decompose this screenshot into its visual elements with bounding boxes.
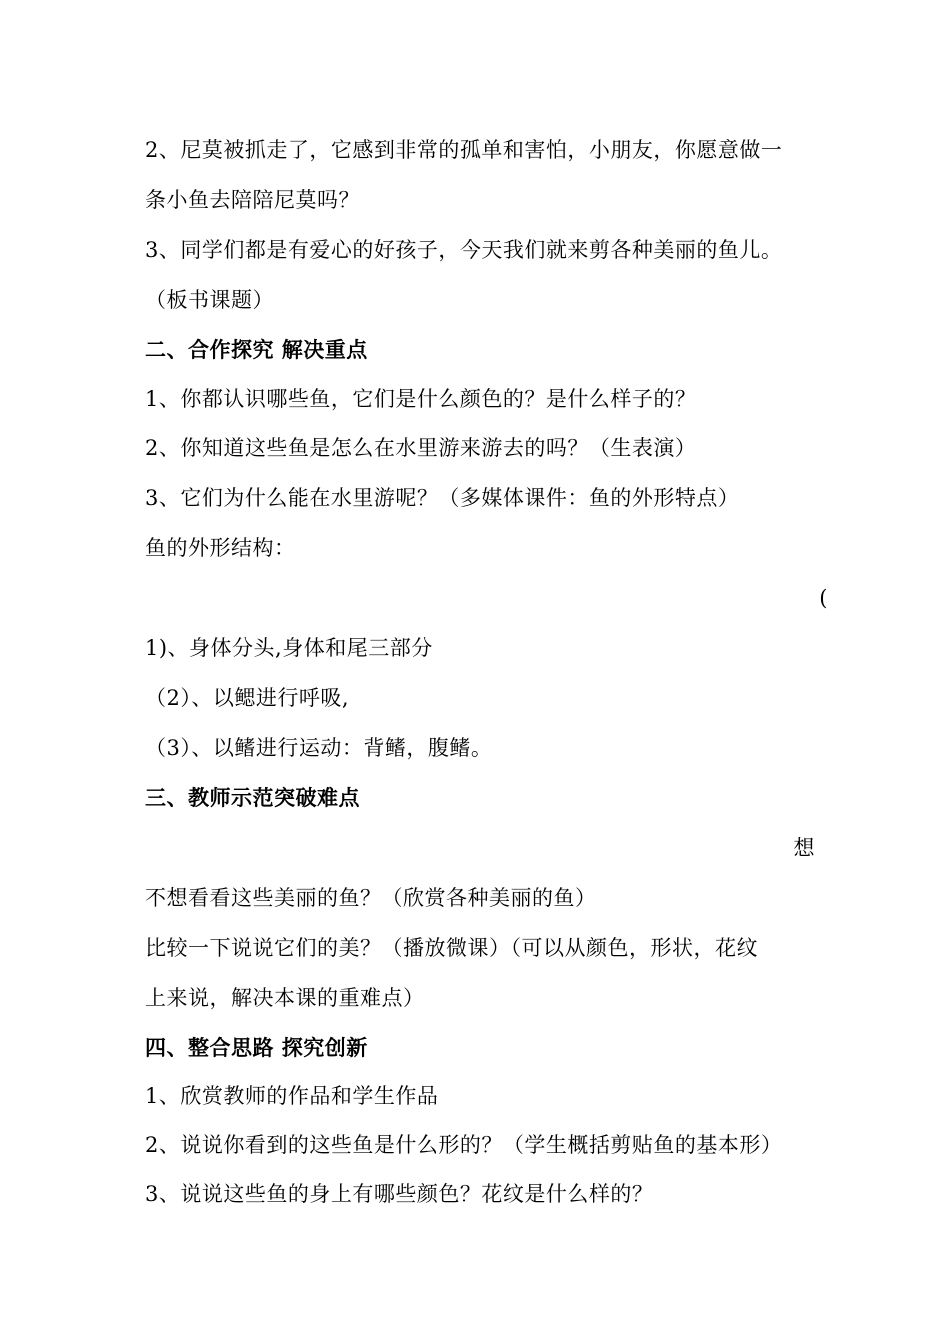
- paragraph-line: 不想看看这些美丽的鱼？（欣赏各种美丽的鱼）: [145, 886, 597, 910]
- section-heading: 三、教师示范突破难点: [145, 786, 360, 810]
- section-heading: 二、合作探究 解决重点: [145, 338, 368, 362]
- paragraph-line: （板书课题）: [145, 288, 274, 312]
- paragraph-line: 3、它们为什么能在水里游呢？（多媒体课件：鱼的外形特点）: [145, 486, 740, 510]
- paragraph-line: 条小鱼去陪陪尼莫吗？: [145, 188, 360, 212]
- paragraph-line: 3、同学们都是有爱心的好孩子，今天我们就来剪各种美丽的鱼儿。: [145, 238, 783, 262]
- paragraph-line: 上来说，解决本课的重难点）: [145, 986, 425, 1010]
- paragraph-line: 2、尼莫被抓走了，它感到非常的孤单和害怕，小朋友，你愿意做一: [145, 138, 783, 162]
- list-item: 1)、身体分头,身体和尾三部分: [145, 636, 433, 660]
- section-heading: 四、整合思路 探究创新: [145, 1036, 368, 1060]
- paragraph-line: 比较一下说说它们的美？（播放微课）（可以从颜色，形状，花纹: [145, 936, 758, 960]
- list-item: （3）、以鳍进行运动：背鳍，腹鳍。: [145, 736, 493, 760]
- paragraph-line: 2、你知道这些鱼是怎么在水里游来游去的吗？（生表演）: [145, 436, 697, 460]
- paragraph-fragment: 想: [793, 836, 815, 860]
- paragraph-line: 1、你都认识哪些鱼，它们是什么颜色的？是什么样子的？: [145, 387, 697, 411]
- paragraph-line: 1、欣赏教师的作品和学生作品: [145, 1084, 439, 1108]
- paragraph-line: 2、说说你看到的这些鱼是什么形的？（学生概括剪贴鱼的基本形）: [145, 1133, 783, 1157]
- stray-paren: (: [819, 586, 828, 610]
- list-item: （2）、以鳃进行呼吸,: [145, 686, 350, 710]
- paragraph-line: 鱼的外形结构：: [145, 536, 296, 560]
- paragraph-line: 3、说说这些鱼的身上有哪些颜色？花纹是什么样的？: [145, 1182, 654, 1206]
